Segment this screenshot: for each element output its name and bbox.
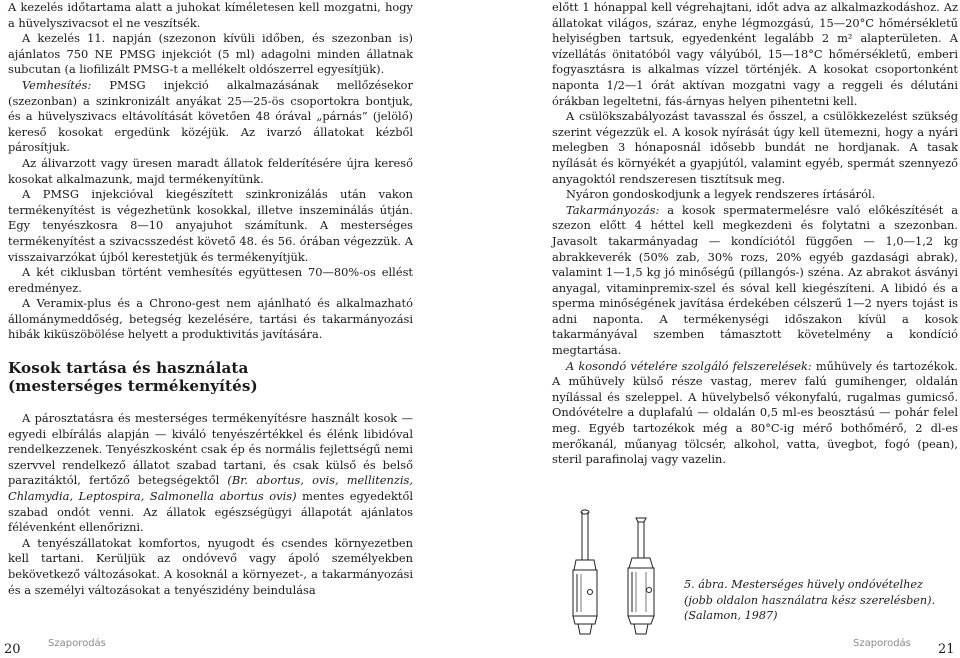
figure-caption (684, 577, 959, 624)
paragraph: A tenyészállatokat komfortos, nyugodt és csendes környezetben kell tartani. Kerüljük az ondóvevő vagy ápoló személyekben bekövetkező változásokat. A kosoknál a környezet-, a takarmányozási és a személyi változásokat a tenyészidény beindulása (8, 535, 413, 597)
paragraph-text: mentes egyedektől szabad ondót venni. Az állatok egészségügyi állapotát ajánlatos félévenként ellenőrizni. (8, 489, 413, 535)
paragraph-lead: Vemhesítés: (22, 77, 92, 92)
device-left (573, 510, 597, 634)
page-number-left: 20 (4, 642, 21, 657)
running-footer-left: Szaporodás (48, 638, 106, 649)
paragraph: A két ciklusban történt vemhesítés együttesen 70—80%-os ellést eredményez. (8, 265, 413, 295)
paragraph (8, 78, 413, 156)
paragraph-lead: Takarmányozás: (566, 202, 660, 217)
paragraph: A PMSG injekcióval kiegészített szinkronizálás után vakon termékenyítést is végezhetünk kosokkal, illetve inszeminálás útján. Egy tenyészkosra 8—10 anyajuhot számítunk. A mesterséges termékenyítést a szivacsszedést követő 48. és 56. órában végezzük. A visszaivarzókat újból kerestetjük és termékenyítjük. (8, 187, 413, 264)
paragraph (8, 411, 413, 536)
right-column (552, 0, 958, 468)
paragraph: előtt 1 hónappal kell végrehajtani, időt adva az alkalmazkodáshoz. Az állatokat világos, száraz, enyhe légmozgású, 15—20°C hőmérsékletű helyiségben tartsuk, egyedenként legalább 2 m² alapterületen. A vízellátás önitatóból vagy vályúból, 15—18°C hőmérsékletű, emberi fogyasztásra is alkalmas vízzel történjék. A kosokat csoportonként naponta 1/2—1 órát aktívan mozgatni vagy a reggeli és délutáni órákban legeltetni, fás-árnyas helyen pihentetni kell. (552, 0, 958, 108)
caption-line: 5. ábra. Mesterséges hüvely ondóvételhez (684, 578, 923, 591)
paragraph (552, 359, 958, 468)
paragraph: A kezelés időtartama alatt a juhokat kíméletesen kell mozgatni, hogy a hüvelyszivacsot el ne veszítsék. (8, 0, 413, 30)
section-heading (8, 359, 413, 395)
heading-line-1: Kosok tartása és használata (8, 359, 249, 378)
paragraph-text: PMSG injekció alkalmazásának mellőzésekor (szezonban) a szinkronizált anyákat 25—25-ös csoportokra bontjuk, és a hüvelyszivacs eltávolítását követően 48 órával „párnás” (jelölő) kereső kosokat ergedünk közéjük. Az ivarzó állatokat kézből párosítjuk. (8, 77, 413, 155)
artificial-vagina-illustration (560, 500, 680, 640)
paragraph-lead: A kosondó vételére szolgáló felszerelések: (566, 358, 812, 373)
left-column (8, 0, 413, 598)
paragraph: A csülökszabályozást tavasszal és ősszel, a csülökkezelést szükség szerint végezzük el. A kosok nyírását úgy kell ütemezni, hogy a nyári melegben 3 hónaposnál idősebb bundát ne hordjanak. A tasak nyílását és környékét a gyapjútól, valamint egyéb, spermát szennyező anyagoktól rendszeresen tisztítsuk meg. (552, 109, 958, 186)
paragraph: A Veramix-plus és a Chrono-gest nem ajánlható és alkalmazható állománymeddőség, betegség kezelésére, tartási és takarmányozási hibák kiküszöbölése helyett a produktivitás javítására. (8, 296, 413, 342)
caption-line: (jobb oldalon használatra kész szerelésben). (684, 593, 936, 607)
device-right (628, 518, 654, 634)
paragraph-text: a kosok spermatermelésre való előkészítését a szezon előtt 4 héttel kell megkezdeni és folytatni a szezonban. Javasolt takarmányadag — kondíciótól függően — 1,0—1,2 kg abrakkeverék (50% zab, 30% rozs, 20% egyéb gazdasági abrak), valamint 1—1,5 kg jó minőségű (pillangós-) széna. Az abrakot ásványi anyagal, vitaminpremix-szel és sóval kell kiegészíteni. A libidó és a sperma minőségének javítása érdekében célszerű 1—2 nyers tojást is adni naponta. A termékenységi időszakon kívül a kosok takarmányával szemben támasztott követelmény a kondíció megtartása. (552, 202, 958, 358)
heading-line-2: (mesterséges termékenyítés) (8, 377, 258, 396)
paragraph-text: műhüvely és tartozékok. A műhüvely külső része vastag, merev falú gumihenger, oldalán nyílással és szeleppel. A hüvelybelső vékonyfalú, rugalmas gumicső. Ondóvételre a duplafalú — oldalán 0,5 ml-es beosztású — pohár felel meg. Egyéb tartozékok még a 80°C-ig mérő bothőmérő, 2 dl-es merőkanál, műanyag tölcsér, alkohol, vatta, üvegbot, fogó (pean), steril parafinolaj vagy vazelin. (552, 358, 958, 467)
page-number-right: 21 (938, 642, 955, 657)
paragraph-text: A párosztatásra és mesterséges termékenyítésre használt kosok — egyedi elbírálás alapján — kiváló tenyészértékkel és élénk libidóval rendelkezzenek. Tenyészkosként csak ép és normális fejlettségű nemi szervvel rendelkező állatot szabad tartani, és csak külső és belső parazitáktól, fertőző betegségektől (8, 411, 413, 488)
paragraph (552, 203, 958, 359)
paragraph: A kezelés 11. napján (szezonon kívüli időben, és szezonban is) ajánlatos 750 NE PMSG injekciót (5 ml) adagolni minden állatnak subcutan (a liofilizált PMSG-t a mellékelt oldószerrel egyesítjük). (8, 31, 413, 77)
pathogen-list: (Br. abortus, ovis, mellitenzis, Chlamydia, Leptospira, Salmonella abortus ovis) (8, 473, 413, 504)
caption-line: (Salamon, 1987) (684, 609, 778, 622)
paragraph: Nyáron gondoskodjunk a legyek rendszeres írtásáról. (566, 187, 876, 202)
paragraph: Az álivarzott vagy üresen maradt állatok felderítésére újra kereső kosokat alkalmazunk, majd termékenyítünk. (8, 155, 413, 186)
running-footer-right: Szaporodás (853, 638, 911, 649)
